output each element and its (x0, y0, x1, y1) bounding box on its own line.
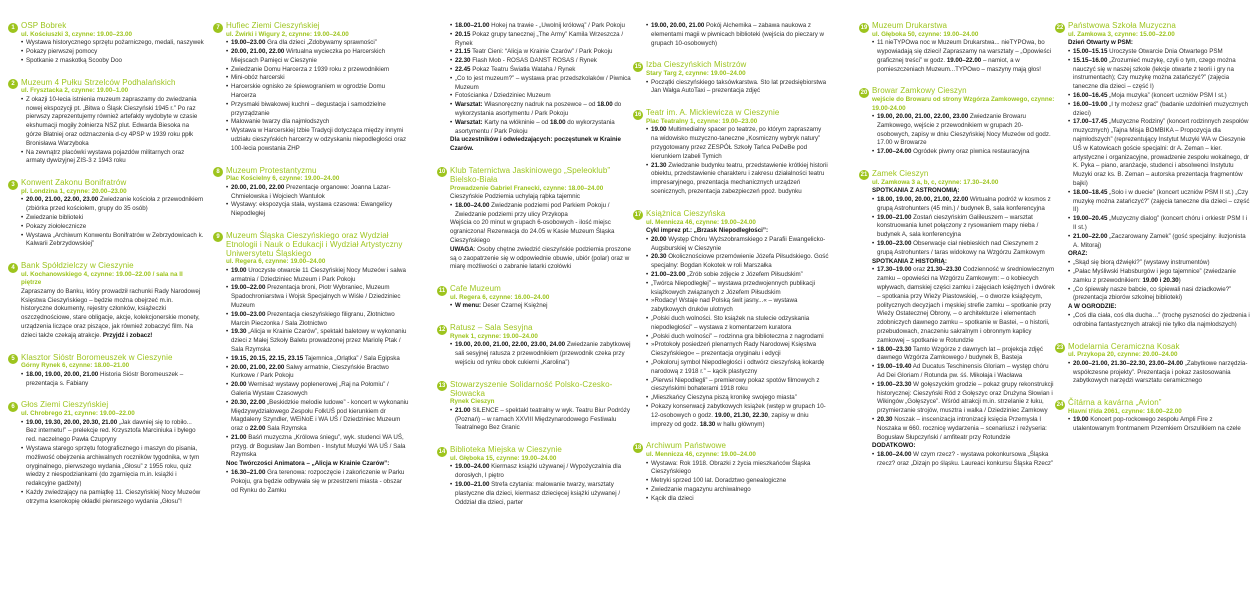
venue-section (437, 446, 633, 507)
event-note: Wejścia co 20 minut w grupach 6-osobowych - ilość miejsc ograniczona! Rezerwacja do 24.05 w Kasie Muzeum Śląska Cieszyńskiego (450, 219, 615, 244)
event-item: • 19.15, 20.15, 22.15, 23.15 Tajemnica „Orlątka” / Sala Egipska (226, 355, 409, 364)
event-item: • 19.00–24.00 Kiermasz książki używanej / Wypożyczalnia dla dorosłych, I piętro (450, 463, 633, 481)
venue-address-hours: ul. Głęboka 15, czynne: 19.00–24.00 (450, 454, 557, 462)
event-item: • Pokazy ziołolecznicze (21, 223, 204, 232)
section-number-badge: 21 (860, 172, 868, 179)
venue-title: Muzeum Drukarstwa (872, 21, 948, 30)
column-1 (8, 22, 204, 520)
event-item: • 16.00–16.45 „Moja muzyka” (koncert uczniów PSM I st.) (1068, 92, 1251, 101)
venue-address-hours: ul. Kościuszki 3, czynne: 19.00–23.00 (21, 30, 132, 38)
section-number-badge: 22 (1056, 24, 1064, 31)
event-item: • Wystawa „Archiwum Konwentu Bonifratrów w Zebrzydowicach k. Kalwarii Zebrzydowskiej” (21, 232, 204, 250)
event-item: • 19.00–21.00 Strefa czytania: malowanie twarzy, warsztaty plastyczne dla dzieci, kiermasz dziecięcej książki używanej / Oddział dla dzieci, parter (450, 481, 633, 507)
event-item: • 20.30 Noszak – inscenizacja intronizacji księcia Przemysła I Noszaka w 660. rocznicę wydarzenia – scenariusz i reżyseria: Bogusław Słupczyński / amfiteatr przy Rotundzie (872, 416, 1055, 442)
event-item: • 18.00–21.00 Hokej na trawie - „Uwolnij królową” / Park Pokoju (450, 22, 633, 31)
event-item: • Fotościanka / Dziedziniec Muzeum (450, 92, 633, 101)
venue-header (634, 60, 829, 70)
event-item: • „Twórca Niepodległej” – wystawa przedwojennych publikacji książkowych związanych z Józefem Piłsudskim (646, 280, 829, 298)
venue-address-hours: ul. Głęboka 50, czynne: 19.00–24.00 (872, 30, 979, 38)
event-item: • 20.00 Wernisaż wystawy poplenerowej „Raj na Połomiu” / Galeria Wystaw Czasowych (226, 381, 409, 399)
section-number-badge: 3 (8, 180, 18, 190)
event-item: • Harcerskie ognisko ze śpiewograniem w ogrodzie Domu Harcerza (226, 83, 409, 101)
venue-address-hours: Rynek 1, czynne: 19.00–24.00 (450, 332, 538, 340)
venue-title: Hufiec Ziemi Cieszyńskiej (226, 21, 320, 30)
venue-title: Modelarnia Ceramiczna Kosak (1068, 341, 1180, 351)
venue-title: Ratusz – Sala Sesyjna (450, 323, 533, 333)
event-item: • Zwiedzanie magazynu archiwalnego (646, 486, 829, 495)
venue-address-hours: Górny Rynek 6, czynne: 18.00–21.00 (21, 362, 130, 370)
event-item: • 19.00–23.00 Prezentacja cieszyńskiego filigranu, Złotnictwo Marcin Pieczonka / Sala Złotnictwo (226, 311, 409, 329)
venue-header (438, 284, 633, 294)
event-item: • 17.00–17.45 „Muzyczne Rodziny” (koncert rodzinnych zespołów muzycznych) „Tajna Misja BOMBIKA – Propozycja dla najmłodszych” (reprezentujący Instytut Muzyki WA w Cieszynie UŚ w Katowicach goście specjalni: dr A. Zeman – kier. artystyczne i organizacyjne, prowadzenie zespołu wokalnego, dr K. Pyka – piano, aranżacje, studenci i absolwenci Instytutu Muzyki oraz ks. B. Zeman – autorska prezentacja fragmentów bajki) (1068, 118, 1251, 188)
venue-header (1056, 398, 1251, 408)
event-item: • 15.15–16.00 „Zrozumieć muzykę, czyli o tym, czego można nauczyć się w naszej szkole (lekcje otwarte z teorii i gry na instrumentach); Czy muzykę można zatańczyć?” (zajęcia taneczne dla dzieci – część I) (1068, 57, 1251, 92)
section-number-badge: 14 (438, 448, 446, 455)
venue-section (437, 324, 633, 368)
venue-title: Izba Cieszyńskich Mistrzów (646, 60, 747, 70)
venue-title: OSP Bobrek (21, 21, 67, 30)
venue-title: Zamek Cieszyn (872, 168, 929, 178)
event-item: • 22.45 Pokaz Teatru Światła Wataha / Rynek (450, 66, 633, 75)
venue-section (859, 87, 1055, 157)
venue-address-hours: ul. Mennicza 46, czynne: 19.00–24.00 (646, 451, 756, 459)
event-item: • „Pałac Myśliwski Habsburgów i jego tajemnice” (zwiedzanie zamku z przewodnikiem: 19.00 i 20.30) (1068, 268, 1251, 286)
event-item: • Warsztat: Karty na włókninie – od 18.00 do wykorzystania asortymentu / Park Pokoju (450, 119, 633, 137)
venue-title: Muzeum 4 Pułku Strzelców Podhalańskich (21, 77, 176, 87)
venue-title: Konwent Zakonu Bonifratrów (21, 178, 127, 188)
venue-header (634, 108, 829, 118)
venue-section (1055, 343, 1251, 387)
event-item: • 16.00–19.00 „I ty możesz grać” (badanie uzdolnień muzycznych dzieci) (1068, 101, 1251, 119)
section-number-badge: 5 (8, 354, 18, 364)
venue-section (8, 22, 204, 66)
event-note: Dla uczestników i odwiedzających: poczęstunek w Krainie Czarów. (450, 136, 621, 153)
venue-title: Cafe Muzeum (450, 284, 501, 294)
event-item: • „Polski duch wolności” – rodzinna gra biblioteczna z nagrodami (646, 333, 829, 342)
venue-title: Państwowa Szkoła Muzyczna (1068, 21, 1176, 30)
event-item: • 20.00–21.00, 21.30–22.30, 23.00–24.00 „Zabytkowe narzędzia-współczesne projekty”. Prezentacja i pokaz zastosowania zabytkowych narzędzi warsztatu ceramicznego (1068, 360, 1251, 386)
venue-address-hours: Plac Teatralny 1, czynne: 19.00–23.00 (646, 117, 758, 125)
venue-header (438, 445, 633, 455)
venue-section-continuation (633, 22, 829, 48)
venue-header (438, 379, 633, 399)
event-item: • 20.00 Występ Chóru Wyższobramskiego z Parafii Ewangelicko-Augsburskiej w Cieszynie (646, 236, 829, 254)
event-item: • 21.30 Zwiedzanie budynku teatru, przedstawienie krótkiej historii obiektu, przedstawienie charakteru i zakresu działalności teatru impresaryjnego, prezentacja mechanicznych urządzeń scenicznych, prezentacja zabezpieczeń ppoż. budynku (646, 162, 829, 197)
venue-address-hours: ul. Regera 6, czynne: 19.00–24.00 (226, 258, 326, 266)
venue-header (216, 21, 409, 31)
venue-title: Archiwum Państwowe (646, 441, 727, 451)
venue-section (859, 170, 1055, 469)
event-item: • 20.00, 21.00, 22.00, 23.00 Zwiedzanie kościoła z przewodnikiem (zbiórka przed kościołem, grupy do 35 osób) (21, 196, 204, 214)
venue-address-hours: ul. Regera 6, czynne: 16.00–24.00 (450, 293, 550, 301)
event-item: • 18.00–23.30 Tamto Wzgórze z dawnych lat – projekcja zdjęć dawnego Wzgórza Zamkowego / budynek B, Basteja (872, 346, 1055, 364)
event-note: DODATKOWO: (872, 442, 916, 450)
venue-section-continuation (437, 22, 633, 154)
section-number-badge: 15 (634, 63, 642, 70)
event-item: • Pokazy konserwacji zabytkowych książek (wstęp w grupach 10-12-osobowych o godz. 19.00, 21.30, 22.30, zapisy w dniu imprezy od godz. 18.30 w hallu głównym) (646, 403, 829, 429)
venue-section (213, 22, 409, 154)
event-item: • „Skąd się biorą dźwięki?” (wystawy instrumentów) (1068, 259, 1251, 268)
venue-title: Biblioteka Miejska w Cieszynie (450, 445, 562, 455)
venue-header (11, 77, 204, 88)
section-number-badge: 23 (1056, 345, 1064, 351)
venue-address-hours: ul. Przykopa 20, czynne: 20.00–24.00 (1068, 351, 1178, 359)
venue-header (216, 165, 409, 176)
venue-address-hours: ul. Kochanowskiego 4, czynne: 19.00–22.00 / sala na II piętrze (21, 270, 183, 287)
event-item: • 15.00–15.15 Uroczyste Otwarcie Dnia Otwartego PSM (1068, 48, 1251, 57)
event-item: • „Mieszkańcy Cieszyna piszą kronikę swojego miasta” (646, 394, 829, 403)
section-number-badge: 16 (634, 111, 642, 118)
venue-section (437, 381, 633, 433)
venue-address-hours: ul. Chrobrego 21, czynne: 19.00–22.00 (21, 410, 135, 418)
event-item: • 11 nieTYPOwa noc w Muzeum Drukarstwa... nieTYPOwa, bo wypowiadają się dzieci! Zapraszamy na warsztaty – „Opowieści graficznej treści” w godz. 19.00–22.00 – namiot, a w pomieszczeniach Muzeum...TYPOwo – maszyny mają głos! (872, 39, 1055, 74)
event-item: • 19.00–22.00 Prezentacja broni, Piotr Wybraniec, Muzeum Spadochroniarstwa i Wojsk Specjalnych w Wiśle / Dziedziniec Muzeum (226, 284, 409, 310)
event-item: • 22.30 Flash Mob - ROSAS DANST ROSAS / Rynek (450, 57, 633, 66)
event-note: Cykl imprez pt.: „Brzask Niepodległości”: (646, 226, 769, 234)
event-note: Dzień Otwarty w PSM: (1068, 39, 1133, 47)
event-item: • 19.00–23.00 Gra dla dzieci „Zdobywamy sprawności” (226, 39, 409, 48)
venue-header (860, 168, 1055, 179)
column-4 (633, 22, 829, 516)
venue-title: Głos Ziemi Cieszyńskiej (21, 400, 109, 410)
event-item: • Zwiedzanie biblioteki (21, 214, 204, 223)
event-item: • Mini-obóz harcerski (226, 74, 409, 83)
section-number-badge: 19 (860, 24, 868, 31)
venue-address-hours: Rynek Cieszyn (450, 398, 495, 406)
event-note: SPOTKANIA Z HISTORIĄ: (872, 257, 947, 265)
event-item: • „Co śpiewały nasze babcie, co śpiewali nasi dziadkowie?” (prezentacja zbiorów szkolnej biblioteki) (1068, 286, 1251, 304)
event-item: • Wystawy: ekspozycja stała, wystawa czasowa: Ewangelicy Niepodległej (226, 201, 409, 219)
section-number-badge: 9 (213, 232, 223, 242)
event-item: • 19.00, 20.00, 21.00, 22.00, 23.00, 24.00 Zwiedzanie zabytkowej sali sesyjnej ratusza z przewodnikiem (przewodnik czeka przy wejściu od rynku obok cukierni „Karolina”) (450, 341, 633, 367)
section-number-badge: 17 (634, 212, 642, 219)
event-item: • 19.00 Multimedialny spacer po teatrze, po którym zapraszamy na widowisko muzyczno-taneczne „Kosmiczny wybryk natury” przygotowany przez ZESPÓŁ Szkoły Tańca PeDeBe pod kierunkiem Izabeli Tymich (646, 126, 829, 161)
event-item: • „Coś dla ciała, coś dla ducha…” (trochę pyszności do zjedzenia i odrobina fantastycznych atrakcji nie tylko dla najmłodszych) (1068, 312, 1251, 330)
event-item: • 19.00 Koncert pop-rockowego zespołu Ampli Fire z utalentowanym frontmanem Przemkiem Orszulikiem na czele (1068, 416, 1251, 434)
event-item: • Zwiedzanie Domu Harcerza z 1939 roku z przewodnikiem (226, 66, 409, 75)
event-item: • Pokazy pierwszej pomocy (21, 48, 204, 57)
venue-address-hours: ul. Frysztacka 2, czynne: 19.00–1.00 (21, 87, 129, 95)
event-item: • 19.00, 20.00, 21.00, 22.00, 23.00 Zwiedzanie Browaru Zamkowego, wejście z przewodnikiem w grupach 20-osobowych, zapisy w dniu Cieszyńskiej Nocy Muzeów od godz. 17.00 w Browarze (872, 113, 1055, 148)
event-item: • Na zewnątrz placówki wystawa pojazdów militarnych oraz armaty dywizyjnej ZIS-3 z 1943 roku (21, 149, 204, 167)
event-item: • 20.00, 21.00, 22.00 Wirtualna wycieczka po Harcerskich Miejscach Pamięci w Cieszynie (226, 48, 409, 66)
venue-section (213, 232, 409, 496)
venue-address-hours: wejście do Browaru od strony Wzgórza Zamkowego, czynne: 19.00-24.00 (872, 96, 1055, 112)
venue-section (633, 210, 829, 430)
venue-section (633, 442, 829, 503)
section-number-badge: 24 (1056, 401, 1064, 408)
event-item: • 19.00–21.00 Zostań cieszyńskim Galileuszem – warsztat konstruowania lunet połączony z rysowaniem mapy nieba / budynek A, sala konferencyjna (872, 214, 1055, 240)
event-item: • Metryki sprzed 100 lat. Doradztwo genealogiczne (646, 477, 829, 486)
event-note: Cieszyńskie Podziemia uchylają rąbka tajemnic (450, 192, 580, 200)
section-number-badge: 6 (8, 402, 18, 412)
venue-title: Klasztor Sióstr Boromeuszek w Cieszynie (21, 352, 173, 362)
venue-title: Browar Zamkowy Cieszyn (872, 86, 967, 96)
venue-header (11, 400, 204, 410)
event-item: • Przysmaki biwakowej kuchni – degustacja i samodzielne przyrządzanie (226, 101, 409, 119)
venue-header (1056, 341, 1251, 352)
section-number-badge: 11 (438, 287, 446, 294)
event-item: • 20.30, 22.00 „Beskidzkie melodie ludowe” - koncert w wykonaniu Międzywydziałowego Zespołu FolkUŚ pod kierunkiem dr Magdaleny Szyndler, WEiNoE i WA UŚ / Dziedziniec Muzeum oraz o 22.00 Sala Rzymska (226, 399, 409, 434)
venue-header (438, 165, 633, 185)
event-item: • 19.30 „Alicja w Krainie Czarów”, spektakl baletowy w wykonaniu dzieci z Małej Szkoły Baletu prowadzonej przez Mariolę Ptak / Sala Rzymska (226, 328, 409, 354)
section-number-badge: 1 (8, 23, 18, 33)
column-2 (213, 22, 409, 508)
venue-title: Bank Spółdzielczy w Cieszynie (21, 261, 134, 271)
event-note: UWAGA: Osoby chętne zwiedzić cieszyńskie podziemia proszone są o zaopatrzenie się w odpowiednie obuwie, ubiór (polar) oraz w miarę możliwości o zabranie latarki czołówki (450, 245, 631, 271)
venue-section (1055, 399, 1251, 434)
venue-header (634, 208, 829, 219)
event-item: • 20.00, 21.00, 22.00 Prezentacje organowe: Joanna Lazar-Chmielowska i Wojciech Wantulok (226, 184, 409, 202)
venue-header (216, 230, 409, 258)
event-note: Zapraszamy do Banku, który prowadził rachunki Rady Narodowej Księstwa Cieszyńskiego – będzie można obejrzeć m.in. historyczne dokumenty, rejestry członków, książeczki oszczędnościowe, stare obligacje, akcje, kolekcjonerskie monety, urządzenia liczące oraz piszące, jak również zobaczyć film. Na dzieci także czekają atrakcje. Przyjdź i zobacz! (21, 287, 201, 339)
venue-title: Čítárna a kavárna „Avion” (1068, 398, 1162, 408)
event-item: • 19.00 Uroczyste otwarcie 11 Cieszyńskiej Nocy Muzeów i salwa armatnia / Dziedziniec Muzeum i Park Pokoju (226, 267, 409, 285)
event-item: • Wystawa w Harcerskiej Izbie Tradycji dotycząca między innymi udziału cieszyńskich harcerzy w odzyskaniu niepodległości oraz 100-lecia powstania ZHP (226, 127, 409, 153)
venue-address-hours: Prowadzenie Gabriel Franecki, czynne: 18.00–24.00 (450, 184, 604, 192)
event-item: • 16.30–21.00 Gra terenowa: rozpoczęcie i zakończenie w Parku Pokoju, gra będzie odbywała się w przestrzeni miasta - obszar od Rynku do Zamku (226, 469, 409, 495)
event-item: • 19.00–23.00 Obserwacje ciał niebieskich nad Cieszynem z grupą Astrohunters / taras widokowy na Wzgórzu Zamkowym (872, 240, 1055, 258)
event-item: • »Protokoły posiedzeń plenarnych Rady Narodowej Księstwa Cieszyńskiego« – prezentacja oryginału i edycji (646, 341, 829, 359)
event-item: • 18.00–24.00 W czym rzecz? - wystawa pokonkursowa „Śląska rzecz? oraz „Dizajn po śląsku. Laureaci konkursu Śląska Rzecz” (872, 451, 1055, 469)
section-number-badge: 13 (438, 383, 446, 390)
venue-header (11, 21, 204, 31)
event-item: • „Pierwsi Niepodlegli” – premierowy pokaz spotów filmowych z cieszyńskimi bohaterami 1918 roku (646, 377, 829, 395)
venue-header (860, 21, 1055, 31)
section-number-badge: 10 (438, 169, 446, 176)
event-item: • 18.00–18.45 „Solo i w duecie” (koncert uczniów PSM II st.) „Czy muzykę można zatańczyć?” (zajęcia taneczne dla dzieci – część II) (1068, 189, 1251, 215)
column-6 (1055, 22, 1251, 447)
venue-section (213, 167, 409, 219)
event-note: ORAZ: (1068, 250, 1088, 258)
event-item: • „Polski duch wolności. Sto książek na stulecie odzyskania niepodległości” – wystawa z komentarzem kuratora (646, 315, 829, 333)
venue-address-hours: ul. Zamkowa 3, czynne: 15.00–22.00 (1068, 30, 1175, 38)
venue-title: Muzeum Protestantyzmu (226, 165, 317, 175)
venue-address-hours: Stary Targ 2, czynne: 19.00–24.00 (646, 70, 746, 78)
event-item: • W menu: Deser Czarnej Księżnej (450, 302, 633, 311)
venue-title: Książnica Cieszyńska (646, 208, 726, 218)
venue-section (8, 262, 204, 340)
venue-title: Klub Taternictwa Jaskiniowego „Speleoklub” Bielsko-Biała (450, 165, 611, 184)
venue-section (633, 109, 829, 197)
venue-section (437, 167, 633, 272)
event-item: • 21.15 Teatr Cieni: “Alicja w Krainie Czarów” / Park Pokoju (450, 48, 633, 57)
event-item: • 21.00 Baśń muzyczna „Królowa śniegu”, wyk. studenci WA UŚ, przyg. dr Bogusław Jan Bomben - Instytut Muzyki WA UŚ / Sala Rzymska (226, 434, 409, 460)
event-item: • „Co to jest muzeum?” – wystawa prac przedszkolaków / Piwnica Muzeum (450, 75, 633, 93)
venue-header (860, 86, 1055, 96)
event-item: • Kącik dla dzieci (646, 495, 829, 504)
event-item: • 19.00, 19.30, 20.00, 20.30, 21.00 „Jak dawniej się to robiło... Bez internetu!” – prelekcje red. Krzysztofa Marciniuka i byłego red. naczelnego Pawła Czupryny (21, 419, 204, 445)
venue-section (8, 401, 204, 506)
event-item: • 21.00 SILENCE – spektakl teatralny w wyk. Teatru Biur Podróży (Poznań) – w ramach XXVIII Międzynarodowego Festiwalu Teatralnego Bez Granic (450, 407, 633, 433)
section-number-badge: 18 (634, 444, 642, 451)
event-item: • Malowanie twarzy dla najmłodszych (226, 118, 409, 127)
venue-address-hours: ul. Mennicza 46, czynne: 19.00–24.00 (646, 218, 756, 226)
venue-address-hours: Plac Kościelny 6, czynne: 19.00–24.00 (226, 175, 340, 183)
event-item: • 19.00, 20.00, 21.00 Pokój Alchemika – zabawa naukowa z elementami magii w piwnicach biblioteki (wejścia do pieczary w grupach 10-osobowych) (646, 22, 829, 48)
section-number-badge: 2 (8, 79, 18, 89)
event-item: • Każdy zwiedzający na pamiątkę 11. Cieszyńskiej Nocy Muzeów otrzyma kserokopię okładki pierwszego wydania „Głosu”! (21, 489, 204, 507)
venue-section (633, 61, 829, 96)
event-item: • 21.00–23.00 „Zrób sobie zdjęcie z Józefem Piłsudskim” (646, 271, 829, 280)
venue-header (11, 178, 204, 188)
venue-title: Stowarzyszenie Solidarność Polsko-Czesko-Słowacka (450, 379, 613, 398)
event-item: • Wystawa starego sprzętu fotograficznego i maszyn do pisania, możliwość obejrzenia archiwalnych roczników tygodnika, w tym oryginalnego, pierwszego wydania „Głosu” z 1955 roku, quiz wiedzy z niespodziankami (do zgarnięcia m.in. książki i redakcyjne gadżety) (21, 445, 204, 489)
venue-title: Teatr im. A. Mickiewicza w Cieszynie (646, 108, 780, 118)
event-item: • 17.00–24.00 Ogródek piwny oraz piwnica restauracyjna (872, 148, 1055, 157)
event-item: • 18.00, 19.00, 20.00, 21.00, 22.00 Wirtualna podróż w kosmos z grupą Astrohunters (45 min.) / budynek B, sala konferencyjna (872, 196, 1055, 214)
event-item: • Początki cieszyńskiego taksówkarstwa. Sto lat przedsiębiorstwa Jan Wałga AutoTaxi – prezentacja zdjęć (646, 79, 829, 97)
section-number-badge: 4 (8, 263, 18, 273)
event-note: SPOTKANIA Z ASTRONOMIĄ: (872, 187, 960, 195)
event-item: • Z okazji 10-lecia istnienia muzeum zapraszamy do zwiedzania nowej ekspozycji pt. „Bitwa o Śląsk Cieszyński 1945 r.” Po raz pierwszy zaprezentujemy również artefakty wydobyte w czasie ekshumacji mogiły żołnierza NSZ plut. Edwarda Biesoka na górze Błatniej oraz odznaczenia d-cy 4PSP w 1939 roku ppłk Bronisława Warzyboka (21, 96, 204, 149)
event-item: • 20.30 Okolicznościowe przemówienie Józefa Piłsudskiego. Gość specjalny: Bogdan Kokotek w roli Marszałka (646, 253, 829, 271)
event-item: • Warsztat: Własnoręczny nadruk na poszewce – od 18.00 do wykorzystania asortymentu / Park Pokoju (450, 101, 633, 119)
venue-header (634, 441, 829, 451)
venue-address-hours: pl. Londzina 1, czynne: 20.00–23.00 (21, 187, 127, 195)
event-item: • 18.00, 19.00, 20.00, 21.00 Historia Sióstr Boromeuszek – prezentacja s. Fabiany (21, 371, 204, 389)
event-item: • Wystawa: Rok 1918. Obrazki z życia mieszkańców Śląska Cieszyńskiego (646, 460, 829, 478)
venue-address-hours: ul. Żwirki i Wigury 2, czynne: 19.00–24.00 (226, 30, 349, 38)
venue-section (8, 179, 204, 249)
section-number-badge: 20 (860, 89, 868, 96)
venue-section (8, 354, 204, 389)
section-number-badge: 12 (438, 326, 446, 333)
venue-header (1056, 21, 1251, 31)
venue-header (11, 261, 204, 271)
venue-title: Muzeum Śląska Cieszyńskiego oraz Wydział Etnologii i Nauk o Edukacji i Wydział Artystyczny Uniwersytetu Śląskiego (226, 230, 403, 258)
section-number-badge: 8 (213, 167, 223, 177)
event-item: • 19.00–23.30 W gołęszyckim grodzie – pokaz grupy rekonstrukcji historycznej: Cieszyński Ród z Gołęszyc oraz Drużyna Słowian i Wikingów „Gołęszyce”. Wśród atrakcji m.in. strzelanie z łuku, przymierzanie strojów, musztra i walka / Dziedziniec Zamkowy (872, 381, 1055, 416)
event-item: • 21.00–22.00 „Zaczarowany Zamek” (gość specjalny: iluzjonista A. Mitoraj) (1068, 233, 1251, 251)
event-item: • 19.00–20.45 „Muzyczny dialog” (koncert chóru i orkiestr PSM I i II st.) (1068, 215, 1251, 233)
column-5 (859, 22, 1055, 482)
venue-address-hours: Hlavní třída 2061, czynne: 18.00–22.00 (1068, 407, 1182, 415)
event-item: • 18.00–24.00 Zwiedzanie podziemi pod Parkiem Pokoju / Zwiedzanie podziemi przy ulicy Przykopa (450, 202, 633, 220)
venue-header (11, 352, 204, 363)
venue-section (1055, 22, 1251, 330)
venue-section (437, 285, 633, 311)
event-item: • »Rodacy! Wstaje nad Polską świt jasny...« – wystawa zabytkowych druków ulotnych (646, 297, 829, 315)
venue-section (859, 22, 1055, 74)
event-item: • Spotkanie z maskotką Scooby Doo (21, 57, 204, 66)
event-item: • 19.00–19.40 Ad Ducatus Teschinensis Gloriam – występ chóru Ad Dei Gloriam / Rotunda pw. śś. Mikołaja i Wacława (872, 363, 1055, 381)
event-item: • 20.15 Pokaz grupy tanecznej „The Army” Kamila Wrzeszcza / Rynek (450, 31, 633, 49)
event-item: • „Pokoloruj symbol Niepodległości i odtwórz cieszyńską kokardę narodową z 1918 r.” – kącik plastyczny (646, 359, 829, 377)
column-3 (437, 22, 633, 520)
event-note: Noc Twórczości Animatora – „Alicja w Krainie Czarów”: (226, 460, 390, 468)
event-note: A W OGRODZIE: (1068, 303, 1117, 311)
section-number-badge: 7 (213, 23, 223, 33)
venue-section (8, 79, 204, 167)
venue-header (438, 323, 633, 333)
event-item: • Wystawa historycznego sprzętu pożarniczego, medali, naszywek (21, 39, 204, 48)
event-item: • 20.00, 21.00, 22.00 Salwy armatnie, Cieszyńskie Bractwo Kurkowe / Park Pokoju (226, 364, 409, 382)
venue-address-hours: ul. Zamkowa 3 a, b, c, czynne: 17.30–24.00 (872, 178, 999, 186)
event-item: • 17.30–19.00 oraz 21.30–23.30 Codzienność w średniowiecznym zamku – opowieści na Wzgórzu Zamkowym: – o kobiecych wpływach, damskiej części zamku i zajęciach księżnych i dwórek – spotkania przy Wieży Piastowskiej, – o dworze książęcym, politycznych decyzjach i męskiej strefie zamku – spotkanie przy Wieży Ostatecznej Obrony, – o architekturze i elementach zdobniczych dawnego zamku – spotkanie w Bastei, – o historii, przebudowach, znaczeniu sakralnym i obronnym kaplicy zamkowej – spotkanie w Rotundzie (872, 266, 1055, 345)
